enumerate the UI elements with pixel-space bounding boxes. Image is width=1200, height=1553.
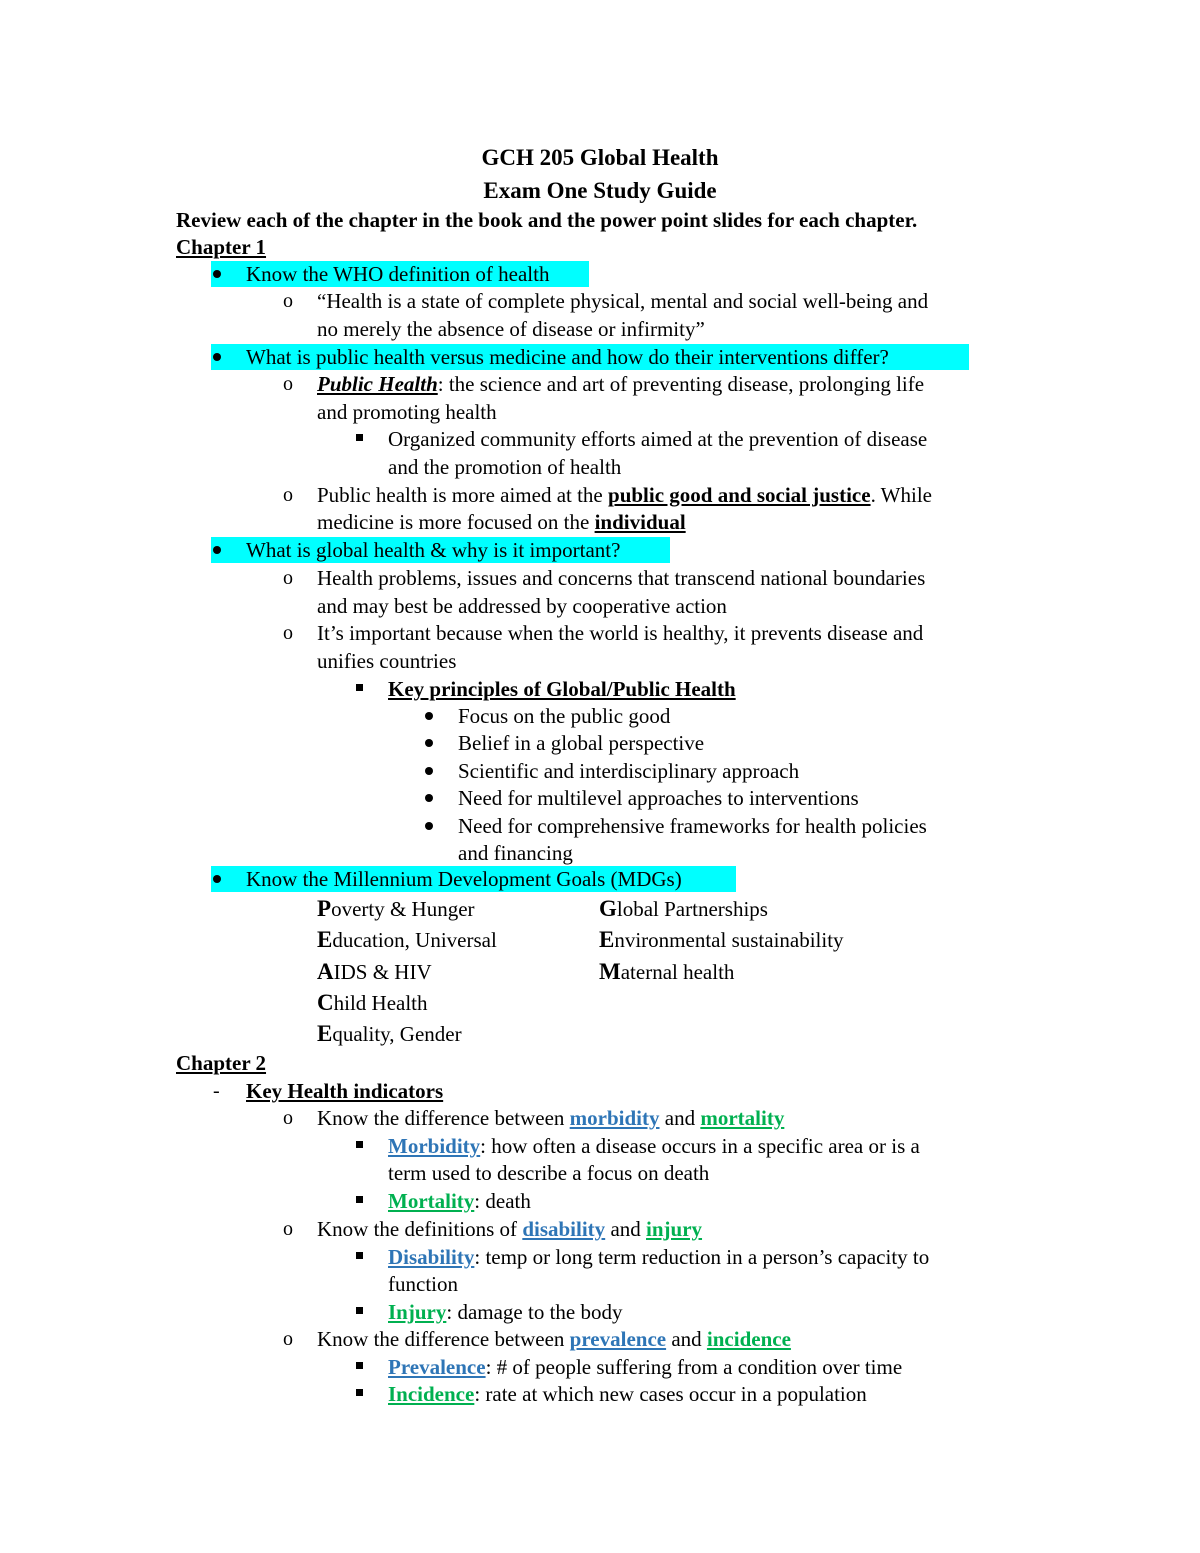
term-mortality: Mortality	[388, 1189, 475, 1213]
mdg-item	[317, 927, 497, 954]
term-mortality: mortality	[700, 1106, 785, 1130]
bullet-icon	[425, 794, 433, 802]
answer-text: Know the definitions of	[317, 1217, 523, 1241]
emphasis-public-good: public good and social justice	[608, 483, 871, 507]
mdg-text: hild Health	[333, 991, 428, 1015]
answer-line	[317, 509, 686, 536]
intro-text: Review each of the chapter in the book and the power point slides for each chapter.	[176, 208, 918, 232]
definition-text: : # of people suffering from a condition over time	[485, 1355, 903, 1379]
answer-line: Organized community efforts aimed at the prevention of disease	[388, 427, 928, 451]
question-public-health-vs-medicine: What is public health versus medicine and how do their interventions differ?	[246, 345, 889, 369]
circle-bullet-icon: o	[283, 622, 293, 644]
answer-line: and the promotion of health	[388, 455, 622, 479]
circle-bullet-icon: o	[283, 1107, 293, 1129]
square-bullet-icon	[356, 684, 363, 691]
question-who-definition: Know the WHO definition of health	[246, 262, 550, 286]
dash-bullet-icon: -	[213, 1080, 220, 1102]
answer-line: no merely the absence of disease or infirmity”	[317, 317, 705, 341]
answer-text: Know the difference between	[317, 1327, 570, 1351]
answer-line: “Health is a state of complete physical, mental and social well-being and	[317, 289, 929, 313]
mdg-text: aternal health	[620, 960, 735, 984]
answer-line: and may best be addressed by cooperative action	[317, 594, 727, 618]
term-incidence: incidence	[706, 1327, 791, 1351]
bullet-icon	[425, 767, 433, 775]
term-injury: Injury	[388, 1300, 447, 1324]
mdg-initial: E	[599, 927, 615, 952]
definition-text: : death	[474, 1189, 531, 1213]
mdg-text: nvironmental sustainability	[614, 928, 844, 952]
answer-line	[317, 371, 924, 398]
answer-line: It’s important because when the world is healthy, it prevents disease and	[317, 621, 924, 645]
principle-item: Scientific and interdisciplinary approach	[458, 759, 800, 783]
answer-line: function	[388, 1272, 458, 1296]
definition-text: : temp or long term reduction in a person’s capacity to	[474, 1245, 930, 1269]
bullet-icon	[213, 875, 221, 883]
answer-line: Health problems, issues and concerns that transcend national boundaries	[317, 566, 926, 590]
square-bullet-icon	[356, 1362, 363, 1369]
emphasis-individual: individual	[594, 510, 686, 534]
term-public-health: Public Health	[317, 372, 438, 396]
definition-text: : rate at which new cases occur in a population	[474, 1382, 867, 1406]
answer-line	[317, 1326, 791, 1353]
circle-bullet-icon: o	[283, 484, 293, 506]
chapter-2-heading: Chapter 2	[176, 1051, 267, 1075]
mdg-item	[599, 959, 734, 986]
answer-line	[317, 1216, 702, 1243]
page-subtitle: Exam One Study Guide	[483, 178, 717, 203]
term-disability: Disability	[388, 1245, 475, 1269]
principle-item: Focus on the public good	[458, 704, 671, 728]
bullet-icon	[425, 712, 433, 720]
principle-item: Need for comprehensive frameworks for health policies	[458, 814, 927, 838]
answer-text: Public health is more aimed at the	[317, 483, 609, 507]
answer-line	[388, 1354, 902, 1381]
term-morbidity: morbidity	[569, 1106, 660, 1130]
term-prevalence: Prevalence	[388, 1355, 486, 1379]
term-disability: disability	[522, 1217, 606, 1241]
answer-line: and promoting health	[317, 400, 497, 424]
answer-text: medicine is more focused on the	[317, 510, 595, 534]
answer-text: Know the difference between	[317, 1106, 570, 1130]
principles-heading: Key principles of Global/Public Health	[388, 677, 736, 701]
page-title: GCH 205 Global Health	[481, 145, 719, 170]
circle-bullet-icon: o	[283, 1218, 293, 1240]
answer-line	[388, 1381, 867, 1408]
mdg-text: IDS & HIV	[333, 960, 432, 984]
mdg-initial: P	[317, 896, 332, 921]
term-incidence: Incidence	[388, 1382, 475, 1406]
term-injury: injury	[646, 1217, 703, 1241]
chapter-1-heading: Chapter 1	[176, 235, 267, 259]
definition-text: : the science and art of preventing disease, prolonging life	[437, 372, 925, 396]
circle-bullet-icon: o	[283, 1328, 293, 1350]
answer-line	[317, 1105, 784, 1132]
mdg-item	[317, 1021, 462, 1048]
mdg-initial: A	[317, 959, 334, 984]
answer-line	[388, 1299, 622, 1326]
square-bullet-icon	[356, 1141, 363, 1148]
square-bullet-icon	[356, 1389, 363, 1396]
circle-bullet-icon: o	[283, 373, 293, 395]
answer-line	[317, 482, 932, 509]
square-bullet-icon	[356, 1196, 363, 1203]
question-mdgs: Know the Millennium Development Goals (MDGs)	[246, 867, 682, 891]
answer-line	[388, 1133, 920, 1160]
definition-text: : damage to the body	[446, 1300, 623, 1324]
principle-item: Need for multilevel approaches to interventions	[458, 786, 859, 810]
answer-line	[388, 1188, 531, 1215]
square-bullet-icon	[356, 1252, 363, 1259]
mdg-text: lobal Partnerships	[616, 897, 768, 921]
mdg-item	[599, 927, 844, 954]
bullet-icon	[213, 270, 221, 278]
bullet-icon	[213, 353, 221, 361]
square-bullet-icon	[356, 1307, 363, 1314]
mdg-text: ducation, Universal	[332, 928, 497, 952]
question-global-health: What is global health & why is it important?	[246, 538, 621, 562]
mdg-initial: G	[599, 896, 617, 921]
answer-text: and	[666, 1327, 707, 1351]
mdg-item	[317, 896, 475, 923]
mdg-initial: M	[599, 959, 621, 984]
mdg-initial: C	[317, 990, 334, 1015]
answer-text: and	[659, 1106, 701, 1130]
key-health-indicators: Key Health indicators	[246, 1079, 444, 1103]
mdg-initial: E	[317, 1021, 333, 1046]
circle-bullet-icon: o	[283, 567, 293, 589]
mdg-item	[317, 959, 432, 986]
square-bullet-icon	[356, 434, 363, 441]
mdg-text: overty & Hunger	[331, 897, 475, 921]
answer-line: unifies countries	[317, 649, 457, 673]
answer-line	[388, 1244, 929, 1271]
answer-line: term used to describe a focus on death	[388, 1161, 710, 1185]
mdg-item	[599, 896, 768, 923]
answer-text: and	[605, 1217, 647, 1241]
principle-item: and financing	[458, 841, 573, 865]
mdg-initial: E	[317, 927, 333, 952]
mdg-item	[317, 990, 428, 1017]
term-morbidity: Morbidity	[388, 1134, 481, 1158]
bullet-icon	[213, 546, 221, 554]
definition-text: : how often a disease occurs in a specific area or is a	[480, 1134, 920, 1158]
principle-item: Belief in a global perspective	[458, 731, 705, 755]
term-prevalence: prevalence	[569, 1327, 667, 1351]
bullet-icon	[425, 739, 433, 747]
answer-text: . While	[870, 483, 932, 507]
bullet-icon	[425, 822, 433, 830]
circle-bullet-icon: o	[283, 290, 293, 312]
mdg-text: quality, Gender	[332, 1022, 462, 1046]
